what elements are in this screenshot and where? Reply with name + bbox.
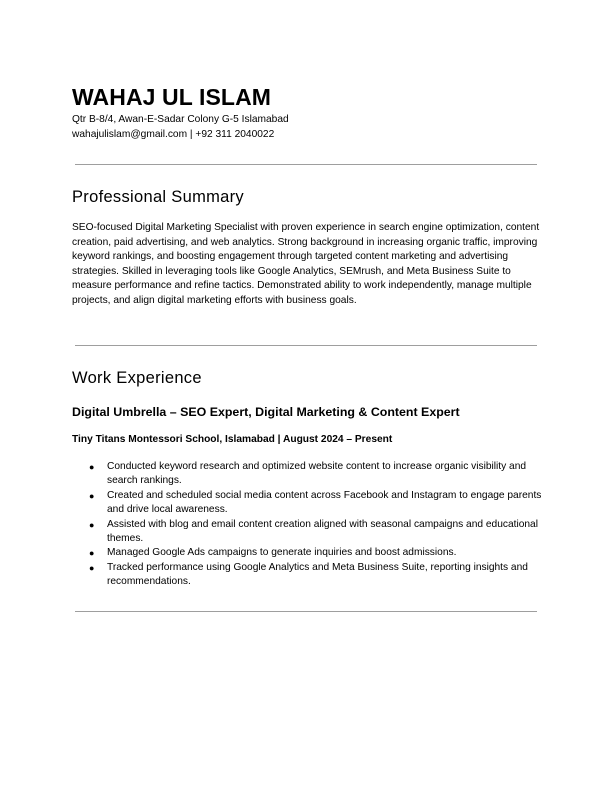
bullet-text: Conducted keyword research and optimized website content to increase organic visibility and search rankings. bbox=[107, 461, 527, 487]
summary-text: SEO-focused Digital Marketing Specialist with proven experience in search engine optimization, content creation, paid advertising, and web analytics. Strong background in increasing organic traffic, improving keyword rankings, and boosting engagement through targeted content marketing and advertising strategies. Skilled in leveraging tools like Google Analytics, SEMrush, and Meta Business Suite to measure performance and refine tactics. Demonstrated ability to work independently, manage multiple projects, and align digital marketing efforts with business goals. bbox=[72, 222, 540, 306]
job-title: Digital Umbrella – SEO Expert, Digital Marketing & Content Expert bbox=[72, 405, 460, 419]
section-divider bbox=[75, 345, 537, 346]
job-bullets bbox=[72, 460, 544, 590]
bullet-text: Assisted with blog and email content creation aligned with seasonal campaigns and educational themes. bbox=[107, 518, 538, 545]
address-line: Qtr B-8/4, Awan-E-Sadar Colony G-5 Islamabad bbox=[72, 114, 289, 125]
experience-heading: Work Experience bbox=[72, 369, 202, 387]
section-divider bbox=[75, 164, 537, 165]
list-item bbox=[72, 546, 544, 560]
bullet-text: Managed Google Ads campaigns to generate inquiries and boost admissions. bbox=[107, 547, 457, 559]
list-item bbox=[72, 518, 544, 547]
bullet-icon: ● bbox=[89, 519, 95, 530]
list-item bbox=[72, 561, 544, 590]
bullet-icon: ● bbox=[89, 548, 95, 559]
candidate-name: WAHAJ UL ISLAM bbox=[72, 84, 272, 110]
job-meta: Tiny Titans Montessori School, Islamabad | August 2024 – Present bbox=[72, 434, 393, 445]
list-item bbox=[72, 460, 544, 489]
bullet-text: Tracked performance using Google Analytics and Meta Business Suite, reporting insights and recommendations. bbox=[107, 561, 528, 588]
list-item bbox=[72, 489, 544, 518]
summary-heading: Professional Summary bbox=[72, 188, 244, 206]
bullet-icon: ● bbox=[89, 562, 95, 573]
bullet-icon: ● bbox=[89, 462, 95, 472]
bullet-text: Created and scheduled social media content across Facebook and Instagram to engage parents and drive local awareness. bbox=[107, 489, 542, 516]
contact-line: wahajulislam@gmail.com | +92 311 2040022 bbox=[72, 129, 275, 140]
section-divider bbox=[75, 611, 537, 612]
bullet-icon: ● bbox=[89, 490, 95, 501]
